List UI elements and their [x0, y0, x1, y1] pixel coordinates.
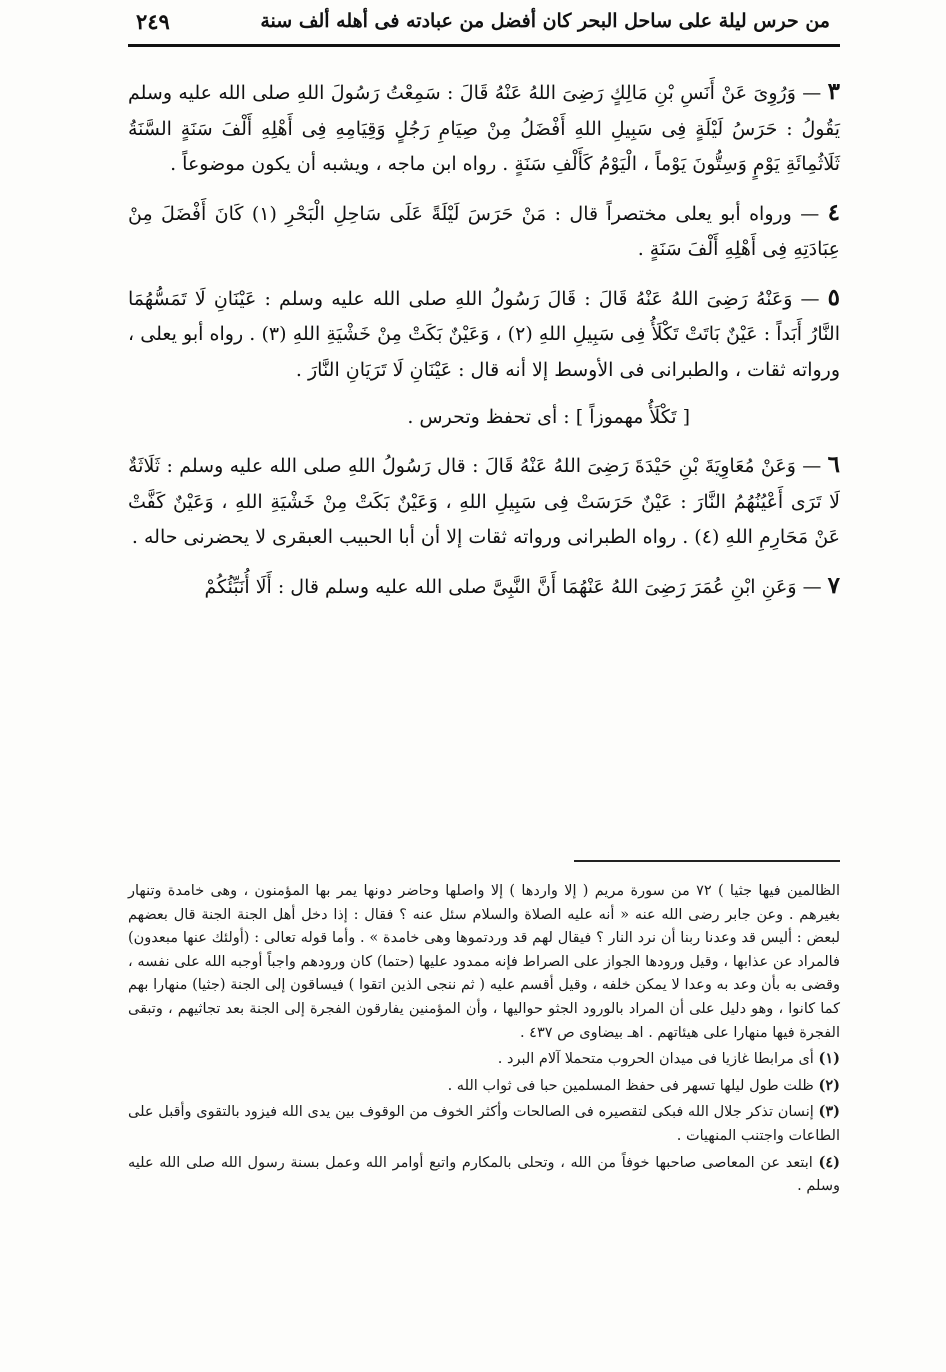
hadith-text: — وَرُوِىَ عَنْ أَنَسِ بْنِ مَالِكٍ رَضِىَ اللهُ عَنْهُ قَالَ : سَمِعْتُ رَسُولَ اللهِ صلى الله عليه وسلم يَقُولُ : حَرَسُ لَيْلَةٍ فِى سَبِيلِ اللهِ أَفْضَلُ مِنْ صِيَامِ رَجُلٍ وَقِيَامِهِ فِى أَهْلِهِ أَلْفَ سَنَةٍ السَّنَةُ ثَلَاثُمِائَةِ يَوْمٍ وَسِتُّونَ يَوْماً ، الْيَوْمُ كَأَلْفِ سَنَةٍ . رواه ابن ماجه ، ويشبه أن يكون موضوعاً .	[128, 82, 840, 175]
footnote-4	[128, 1151, 840, 1199]
main-text	[128, 74, 840, 617]
hadith-number: ٥	[827, 283, 841, 311]
footnote-rule	[574, 860, 840, 862]
hadith-paragraph-7	[128, 568, 840, 606]
hadith-text: — وَعَنْهُ رَضِىَ اللهُ عَنْهُ قَالَ : قَالَ رَسُولُ اللهِ صلى الله عليه وسلم : عَيْنَانِ لَا تَمَسُّهُمَا النَّارُ أَبَداً : عَيْنٌ بَاتَتْ تَكْلَأُ فِى سَبِيلِ اللهِ (٢) ، وَعَيْنٌ بَكَتْ مِنْ خَشْيَةِ اللهِ (٣) . رواه أبو يعلى ، ورواته ثقات ، والطبرانى فى الأوسط إلا أنه قال : عَيْنَانِ لَا تَرَيَانِ النَّارَ .	[128, 287, 840, 381]
hadith-number: ٤	[827, 198, 841, 226]
hadith-paragraph-3	[128, 74, 840, 183]
glossary-note	[128, 400, 840, 435]
footnote-continuation: الظالمين فيها جثيا ) ٧٢ من سورة مريم ( إلا واردها ) إلا واصلها وحاضر دونها يمر بها المؤمنون ، وهى خامدة وتنهار بغيرهم . وعن جابر رضى الله عنه « أنه عليه الصلاة والسلام سئل عنه ؟ فقال : إذا دخل أهل الجنة الجنة قال بعضهم لبعض : أليس قد وعدنا ربنا أن نرد النار ؟ فيقال لهم قد وردتموها وهى خامدة » . وأما قوله تعالى : (أولئك عنها مبعدون) فالمراد عن عذابها ، وقيل ورودها الجواز على الصراط فإنه ممدود عليها (حتما) كان ورودهم واجباً أوجبه الله على نفسه ، وقضى به بأن وعد به وعدا لا يمكن خلفه ، وقيل أقسم عليه ( ثم ننجى الذين اتقوا ) فيساقون إلى الجنة (جثيا) منهارا بهم كما كانوا ، وهو دليل على أن المراد بالورود الجثو حواليها ، وأن المؤمنين يفارقون الفجرة إلى الجنة بعد تجاثيهم ، وتبقى الفجرة فيها منهارا على هيئاتهم . اهـ بيضاوى ص ٤٣٧ .	[128, 883, 840, 1041]
glossary-text: [ تَكْلَأُ مهموزاً ] : أى تحفظ وتحرس .	[407, 406, 690, 428]
footnote-text: أى مرابطا غازيا فى ميدان الحروب متحملا آلام البرد .	[497, 1051, 814, 1068]
footnote-text: ابتعد عن المعاصى صاحبها خوفاً من الله ، وتحلى بالمكارم واتبع أوامر الله وعمل بسنة رسول الله صلى الله عليه وسلم .	[128, 1154, 840, 1195]
footnotes	[128, 880, 840, 1201]
hadith-paragraph-6	[128, 447, 840, 556]
footnote-number: (٢)	[818, 1076, 840, 1094]
header-title: من حرس ليلة على ساحل البحر كان أفضل من عبادته فى أهله ألف سنة	[260, 10, 830, 32]
footnote-3	[128, 1100, 840, 1148]
footnote-text: ظلت طول ليلها تسهر فى حفظ المسلمين حبا فى ثواب الله .	[447, 1077, 814, 1094]
hadith-number: ٦	[827, 451, 840, 478]
hadith-paragraph-5	[128, 280, 840, 389]
footnote-number: (٤)	[818, 1153, 841, 1171]
hadith-paragraph-4	[128, 195, 840, 268]
footnote-1	[128, 1047, 840, 1072]
footnote-number: (٣)	[818, 1103, 840, 1121]
hadith-number: ٧	[827, 571, 840, 599]
hadith-text: — وَعَنِ ابْنِ عُمَرَ رَضِىَ اللهُ عَنْهُمَا أَنَّ النَّبِىَّ صلى الله عليه وسلم قال : أَلَا أُنَبِّئُكُمْ	[204, 575, 822, 598]
footnote-number: (١)	[818, 1050, 840, 1068]
hadith-number: ٣	[827, 78, 840, 105]
footnote-2	[128, 1074, 840, 1099]
page-number: ٢٤٩	[136, 8, 170, 34]
header-rule	[128, 44, 840, 47]
hadith-text: — ورواه أبو يعلى مختصراً قال : مَنْ حَرَسَ لَيْلَةً عَلَى سَاحِلِ الْبَحْرِ (١) كَانَ أَفْضَلَ مِنْ عِبَادَتِهِ فِى أَهْلِهِ أَلْفَ سَنَةٍ .	[128, 202, 840, 260]
running-header	[130, 4, 830, 38]
hadith-text: — وَعَنْ مُعَاوِيَةَ بْنِ حَيْدَةَ رَضِىَ اللهُ عَنْهُ قَالَ : قال رَسُولُ اللهِ صلى الله عليه وسلم : ثَلَاثَةٌ لَا تَرَى أَعْيُنُهُمُ النَّارَ : عَيْنٌ حَرَسَتْ فِى سَبِيلِ اللهِ ، وَعَيْنٌ بَكَتْ مِنْ خَشْيَةِ اللهِ ، وَعَيْنٌ كَفَّتْ عَنْ مَحَارِمِ اللهِ (٤) . رواه الطبرانى ورواته ثقات إلا أن أبا الحبيب العبقرى لا يحضرنى حاله .	[128, 455, 840, 548]
footnote-text: إنسان تذكر جلال الله فبكى لتقصيره فى الصالحات وأكثر الخوف من الوقوف بين يدى الله فيزود بالتقوى وأقبل على الطاعات واجتنب المنهيات .	[128, 1104, 840, 1144]
